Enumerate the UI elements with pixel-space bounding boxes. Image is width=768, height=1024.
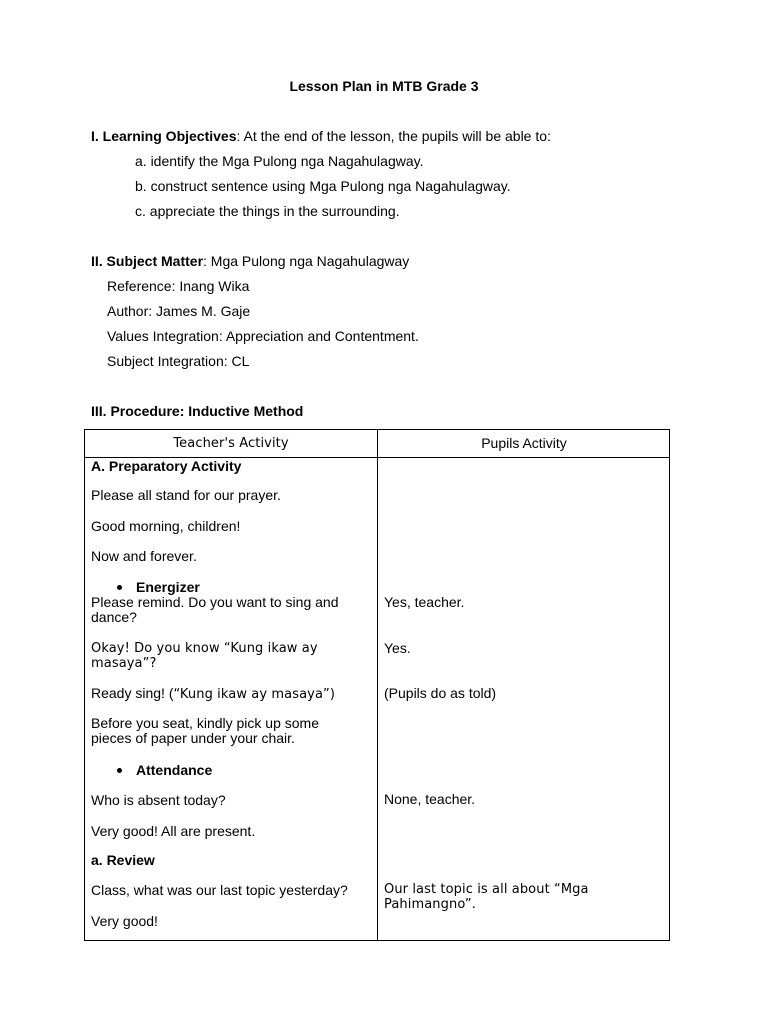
subject-matter-value: : Mga Pulong nga Nagahulagway [203, 253, 410, 269]
review-heading: a. Review [91, 852, 155, 868]
subject-matter-detail: Reference: Inang Wika [107, 278, 250, 294]
objective-item: a. identify the Mga Pulong nga Nagahulagway. [135, 153, 424, 169]
pupils-line-last-topic: Our last topic is all about “Mga Pahimangno”. [384, 882, 589, 912]
objectives-line [91, 128, 551, 145]
pupils-line-as-told: (Pupils do as told) [384, 685, 497, 701]
bullet-icon [117, 768, 122, 773]
teacher-line-remind: Please remind. Do you want to sing and dance? [91, 594, 339, 625]
teacher-line-very-good: Very good! [91, 913, 158, 929]
subject-matter-detail: Subject Integration: CL [107, 353, 250, 369]
teacher-line-ready-sing [91, 686, 335, 702]
teacher-line-absent: Who is absent today? [91, 792, 226, 808]
pupils-line-yes-teacher: Yes, teacher. [384, 594, 465, 610]
attendance-heading: Attendance [136, 762, 213, 778]
objective-item: c. appreciate the things in the surrounding. [135, 203, 400, 219]
teacher-line-pick-up: Before you seat, kindly pick up some pieces of paper under your chair. [91, 715, 320, 746]
preparatory-activity-heading: A. Preparatory Activity [91, 458, 242, 474]
objectives-intro: : At the end of the lesson, the pupils will be able to: [236, 128, 551, 144]
subject-matter-heading: II. Subject Matter [91, 253, 204, 269]
subject-matter-detail: Author: James M. Gaje [107, 303, 251, 319]
column-divider [377, 430, 378, 940]
pupils-line-yes: Yes. [384, 640, 411, 656]
ready-sing-song: “Kung ikaw ay masaya”) [173, 687, 336, 702]
teacher-line-last-topic: Class, what was our last topic yesterday? [91, 882, 348, 898]
teacher-line-greeting: Good morning, children! [91, 518, 241, 534]
teacher-activity-header: Teacher's Activity [173, 436, 289, 451]
pupils-line-none: None, teacher. [384, 791, 476, 807]
pupils-activity-header: Pupils Activity [481, 435, 567, 451]
subject-matter-line [91, 253, 409, 270]
energizer-heading: Energizer [136, 579, 200, 595]
page-title: Lesson Plan in MTB Grade 3 [289, 78, 479, 94]
objectives-heading: I. Learning Objectives [91, 128, 237, 144]
procedure-heading: III. Procedure: Inductive Method [91, 403, 304, 419]
teacher-line-present: Very good! All are present. [91, 823, 256, 839]
objective-item: b. construct sentence using Mga Pulong nga Nagahulagway. [135, 178, 511, 194]
ready-sing-text: Ready sing! ( [91, 685, 174, 701]
subject-matter-detail: Values Integration: Appreciation and Contentment. [107, 328, 419, 344]
activity-table [84, 429, 670, 941]
bullet-icon [117, 585, 122, 590]
teacher-line-forever: Now and forever. [91, 548, 197, 564]
teacher-line-prayer: Please all stand for our prayer. [91, 487, 281, 503]
teacher-line-know-song: Okay! Do you know “Kung ikaw ay masaya”? [91, 641, 318, 671]
